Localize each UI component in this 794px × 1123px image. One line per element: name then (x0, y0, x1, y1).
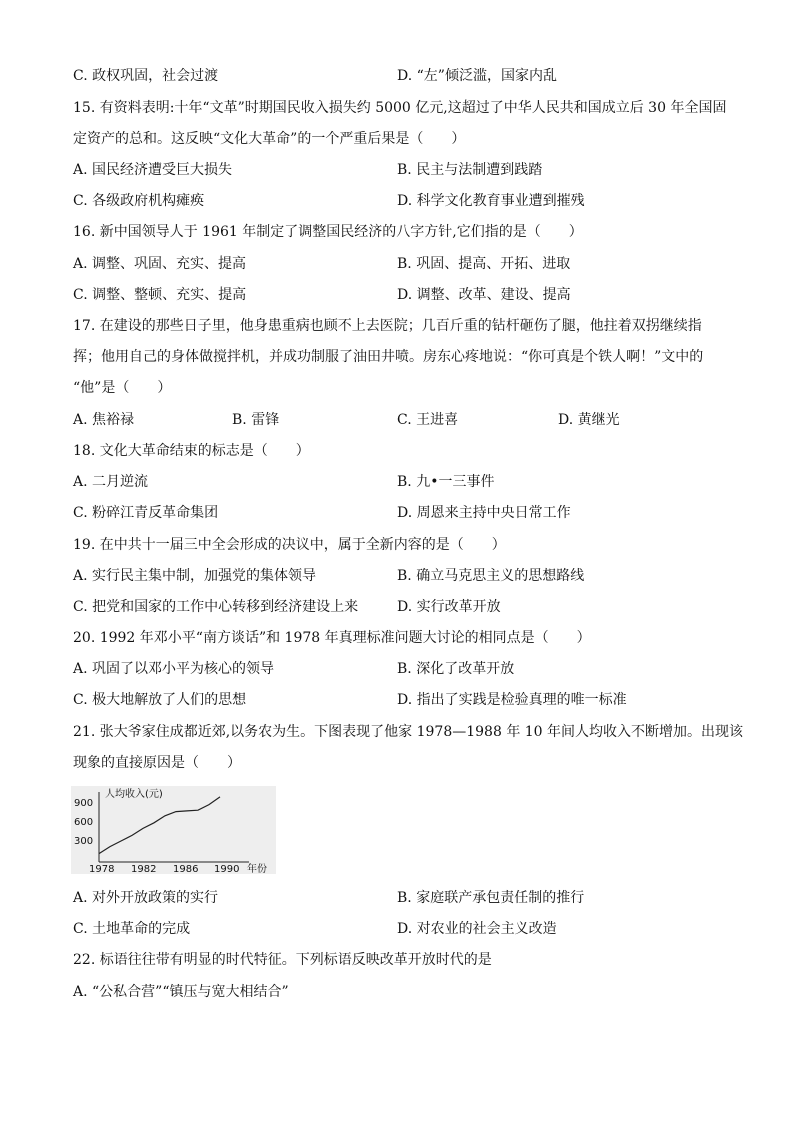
q16-option-b: B. 巩固、提高、开拓、进取 (397, 256, 571, 272)
q18-stem: 18. 文化大革命结束的标志是（ ） (73, 443, 310, 459)
x-tick-1990: 1990 (214, 864, 240, 874)
income-series-line (99, 797, 220, 854)
q17-option-a: A. 焦裕禄 (73, 412, 135, 428)
q14-option-d: D. “左”倾泛滥，国家内乱 (397, 68, 557, 84)
x-tick-1986: 1986 (173, 864, 199, 874)
income-line-chart (71, 786, 276, 874)
q21-option-c: C. 土地革命的完成 (73, 921, 191, 937)
q19-option-d: D. 实行改革开放 (397, 599, 501, 615)
income-chart-svg (71, 786, 276, 874)
q20-option-d: D. 指出了实践是检验真理的唯一标准 (397, 692, 627, 708)
q18-option-b: B. 九•一三事件 (397, 474, 495, 490)
q16-stem: 16. 新中国领导人于 1961 年制定了调整国民经济的八字方针,它们指的是（ ） (73, 224, 583, 240)
y-axis-label: 人均收入(元) (105, 789, 163, 800)
q20-stem: 20. 1992 年邓小平“南方谈话”和 1978 年真理标准问题大讨论的相同点是（ ） (73, 630, 591, 646)
q17-option-b: B. 雷锋 (232, 412, 280, 428)
q15-option-b: B. 民主与法制遭到践踏 (397, 162, 543, 178)
q18-option-c: C. 粉碎江青反革命集团 (73, 505, 219, 521)
q16-option-d: D. 调整、改革、建设、提高 (397, 287, 571, 303)
q19-stem: 19. 在中共十一届三中全会形成的决议中，属于全新内容的是（ ） (73, 537, 506, 553)
q20-option-b: B. 深化了改革开放 (397, 661, 515, 677)
y-tick-600: 600 (74, 817, 94, 828)
q17-option-d: D. 黄继光 (558, 412, 620, 428)
q18-option-a: A. 二月逆流 (73, 474, 149, 490)
q19-option-a: A. 实行民主集中制，加强党的集体领导 (73, 568, 317, 584)
q19-option-c: C. 把党和国家的工作中心转移到经济建设上来 (73, 599, 359, 615)
q22-stem: 22. 标语往往带有明显的时代特征。下列标语反映改革开放时代的是 (73, 952, 492, 968)
q22-option-a: A. “公私合营”“镇压与宽大相结合” (73, 984, 289, 1000)
q19-option-b: B. 确立马克思主义的思想路线 (397, 568, 585, 584)
q16-option-a: A. 调整、巩固、充实、提高 (73, 256, 247, 272)
y-tick-300: 300 (74, 836, 94, 847)
q18-option-d: D. 周恩来主持中央日常工作 (397, 505, 571, 521)
x-tick-1978: 1978 (89, 864, 115, 874)
q21-option-b: B. 家庭联产承包责任制的推行 (397, 890, 585, 906)
q14-option-c: C. 政权巩固，社会过渡 (73, 68, 219, 84)
q17-stem-line3: “他”是（ ） (73, 380, 172, 396)
q20-option-c: C. 极大地解放了人们的思想 (73, 692, 247, 708)
q15-stem-line1: 15. 有资料表明:十年“文革”时期国民收入损失约 5000 亿元,这超过了中华人民共和国成立后 30 年全国固 (73, 100, 727, 116)
q17-stem-line2: 挥；他用自己的身体做搅拌机，并成功制服了油田井喷。房东心疼地说：“你可真是个铁人啊！”文中的 (73, 349, 704, 365)
q15-option-a: A. 国民经济遭受巨大损失 (73, 162, 233, 178)
q15-option-c: C. 各级政府机构瘫痪 (73, 193, 205, 209)
q21-option-d: D. 对农业的社会主义改造 (397, 921, 557, 937)
q15-stem-line2: 定资产的总和。这反映“文化大革命”的一个严重后果是（ ） (73, 131, 466, 147)
q21-option-a: A. 对外开放政策的实行 (73, 890, 219, 906)
q21-stem-line1: 21. 张大爷家住成都近郊,以务农为生。下图表现了他家 1978—1988 年 10 年间人均收入不断增加。出现该 (73, 724, 744, 740)
x-tick-1982: 1982 (131, 864, 157, 874)
q17-stem-line1: 17. 在建设的那些日子里，他身患重病也顾不上去医院；几百斤重的钻杆砸伤了腿，他拄着双拐继续指 (73, 318, 702, 334)
q20-option-a: A. 巩固了以邓小平为核心的领导 (73, 661, 275, 677)
q17-option-c: C. 王进喜 (397, 412, 459, 428)
q21-stem-line2: 现象的直接原因是（ ） (73, 755, 241, 771)
q16-option-c: C. 调整、整顿、充实、提高 (73, 287, 247, 303)
y-tick-900: 900 (74, 798, 94, 809)
x-axis-label: 年份 (247, 864, 267, 874)
q15-option-d: D. 科学文化教育事业遭到摧残 (397, 193, 585, 209)
